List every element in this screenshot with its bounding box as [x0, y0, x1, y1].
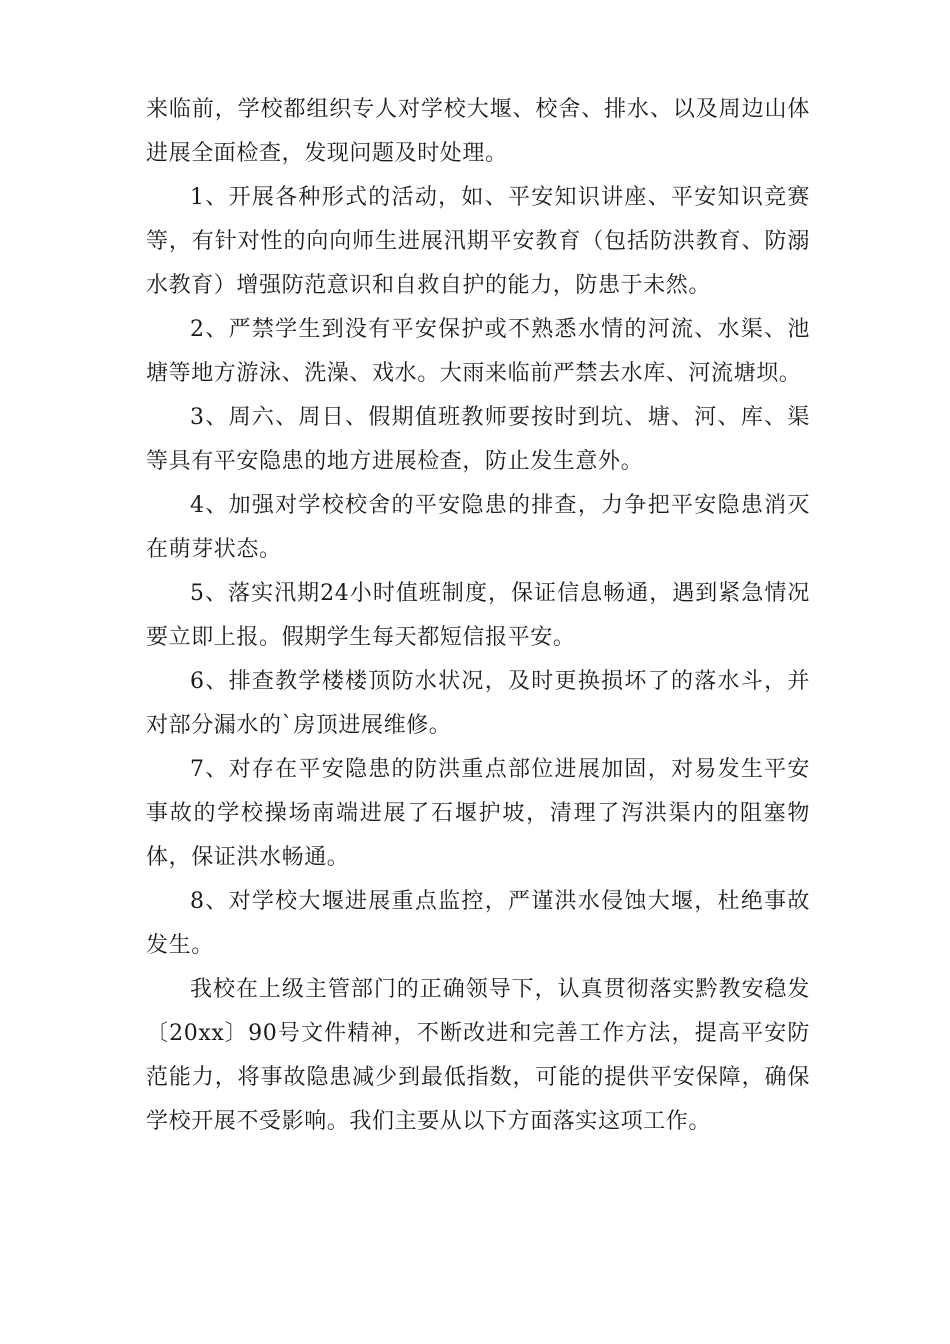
document-body [146, 88, 810, 1144]
paragraph-item-2: 2、严禁学生到没有平安保护或不熟悉水情的河流、水渠、池塘等地方游泳、洗澡、戏水。大雨来临前严禁去水库、河流塘坝。 [146, 317, 810, 386]
paragraph-continuation: 来临前，学校都组织专人对学校大堰、校舍、排水、以及周边山体进展全面检查，发现问题及时处理。 [146, 97, 810, 166]
paragraph-item-8: 8、对学校大堰进展重点监控，严谨洪水侵蚀大堰，杜绝事故发生。 [146, 889, 810, 958]
paragraph-item-5: 5、落实汛期24小时值班制度，保证信息畅通，遇到紧急情况要立即上报。假期学生每天都短信报平安。 [146, 581, 810, 650]
paragraph-item-6: 6、排查教学楼楼顶防水状况，及时更换损坏了的落水斗，并对部分漏水的`房顶进展维修。 [146, 669, 810, 738]
paragraph-item-1: 1、开展各种形式的活动，如、平安知识讲座、平安知识竞赛等，有针对性的向向师生进展汛期平安教育（包括防洪教育、防溺水教育）增强防范意识和自救自护的能力，防患于未然。 [146, 185, 810, 298]
paragraph-item-3: 3、周六、周日、假期值班教师要按时到坑、塘、河、库、渠等具有平安隐患的地方进展检查，防止发生意外。 [146, 405, 810, 474]
paragraph-item-7: 7、对存在平安隐患的防洪重点部位进展加固，对易发生平安事故的学校操场南端进展了石堰护坡，清理了泻洪渠内的阻塞物体，保证洪水畅通。 [146, 757, 810, 870]
paragraph-summary: 我校在上级主管部门的正确领导下，认真贯彻落实黔教安稳发〔20xx〕90号文件精神，不断改进和完善工作方法，提高平安防范能力，将事故隐患减少到最低指数，可能的提供平安保障，确保学校开展不受影响。我们主要从以下方面落实这项工作。 [146, 977, 810, 1134]
paragraph-item-4: 4、加强对学校校舍的平安隐患的排查，力争把平安隐患消灭在萌芽状态。 [146, 493, 810, 562]
